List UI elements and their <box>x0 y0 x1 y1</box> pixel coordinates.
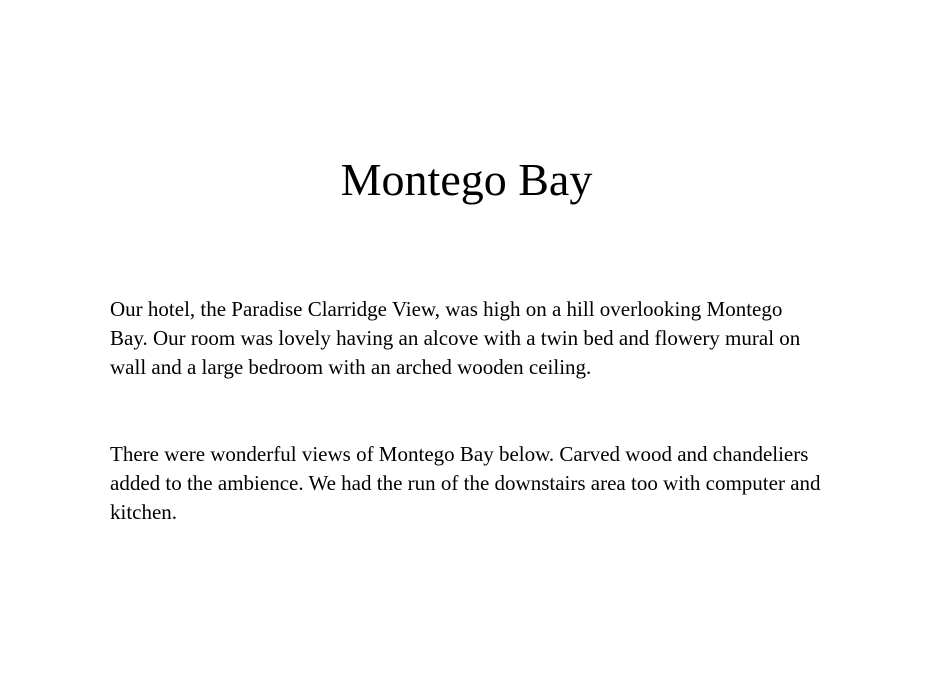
paragraph-views-description: There were wonderful views of Montego Bay below. Carved wood and chandeliers added to the ambience. We had the run of the downstairs area too with computer and kitchen. <box>110 442 821 524</box>
page-title: Montego Bay <box>340 154 593 205</box>
paragraph-hotel-description: Our hotel, the Paradise Clarridge View, was high on a hill overlooking Montego Bay. Our room was lovely having an alcove with a twin bed and flowery mural on wall and a large bedroom with an arched wooden ceiling. <box>110 297 801 379</box>
